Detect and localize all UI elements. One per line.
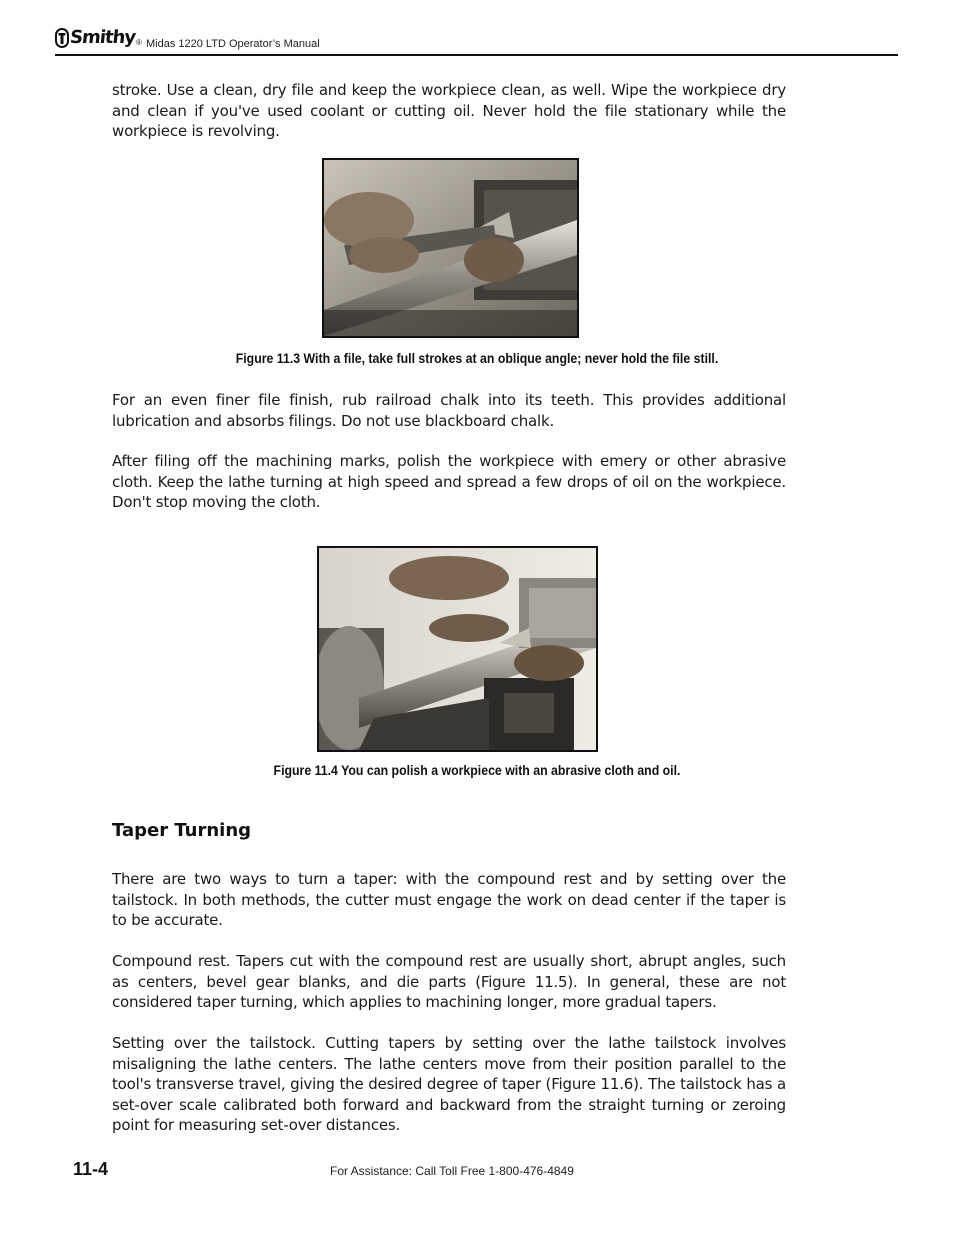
page-header bbox=[55, 26, 898, 56]
body-paragraph-3: After filing off the machining marks, polish the workpiece with emery or other abrasive cloth. Keep the lathe turning at high speed and spread a few drops of oil on the workpiece. Don't stop moving the cloth. bbox=[112, 452, 786, 511]
section-heading-taper-turning: Taper Turning bbox=[112, 820, 252, 841]
footer-assistance-text: For Assistance: Call Toll Free 1-800-476-4849 bbox=[330, 1164, 574, 1178]
filing-photo-illustration bbox=[324, 160, 577, 336]
body-paragraph-4: There are two ways to turn a taper: with the compound rest and by setting over the tailstock. In both methods, the cutter must engage the work on dead center if the taper is to be accurate. bbox=[112, 870, 786, 929]
smithy-logo-icon bbox=[55, 28, 69, 48]
logo-wordmark: Smithy bbox=[68, 27, 137, 48]
registered-mark: ® bbox=[136, 38, 142, 47]
smithy-logo bbox=[55, 28, 142, 48]
figure-11-4-photo bbox=[317, 546, 598, 752]
body-paragraph-2: For an even finer file finish, rub railroad chalk into its teeth. This provides additional lubrication and absorbs filings. Do not use blackboard chalk. bbox=[112, 391, 786, 430]
manual-title: Midas 1220 LTD Operator’s Manual bbox=[146, 38, 320, 50]
header-rule bbox=[55, 54, 898, 56]
figure-11-3-photo bbox=[322, 158, 579, 338]
page-number: 11-4 bbox=[73, 1159, 109, 1179]
body-paragraph-6: Setting over the tailstock. Cutting tapers by setting over the lathe tailstock involves misaligning the lathe centers. The lathe centers move from their position parallel to the tool's transverse travel, giving the desired degree of taper (Figure 11.6). The tailstock has a set-over scale calibrated both forward and backward from the straight turning or zeroing point for measuring set-over distances. bbox=[112, 1034, 786, 1134]
figure-11-4-caption: Figure 11.4 You can polish a workpiece with an abrasive cloth and oil. bbox=[273, 762, 681, 778]
body-paragraph-5: Compound rest. Tapers cut with the compound rest are usually short, abrupt angles, such as centers, bevel gear blanks, and die parts (Figure 11.5). In general, these are not considered taper turning, which applies to machining longer, more gradual tapers. bbox=[112, 952, 786, 1011]
polishing-photo-illustration bbox=[319, 548, 596, 750]
body-paragraph-1: stroke. Use a clean, dry file and keep the workpiece clean, as well. Wipe the workpiece dry and clean if you've used coolant or cutting oil. Never hold the file stationary while the workpiece is revolving. bbox=[112, 81, 786, 140]
figure-11-3-caption: Figure 11.3 With a file, take full strokes at an oblique angle; never hold the file still. bbox=[235, 350, 719, 366]
